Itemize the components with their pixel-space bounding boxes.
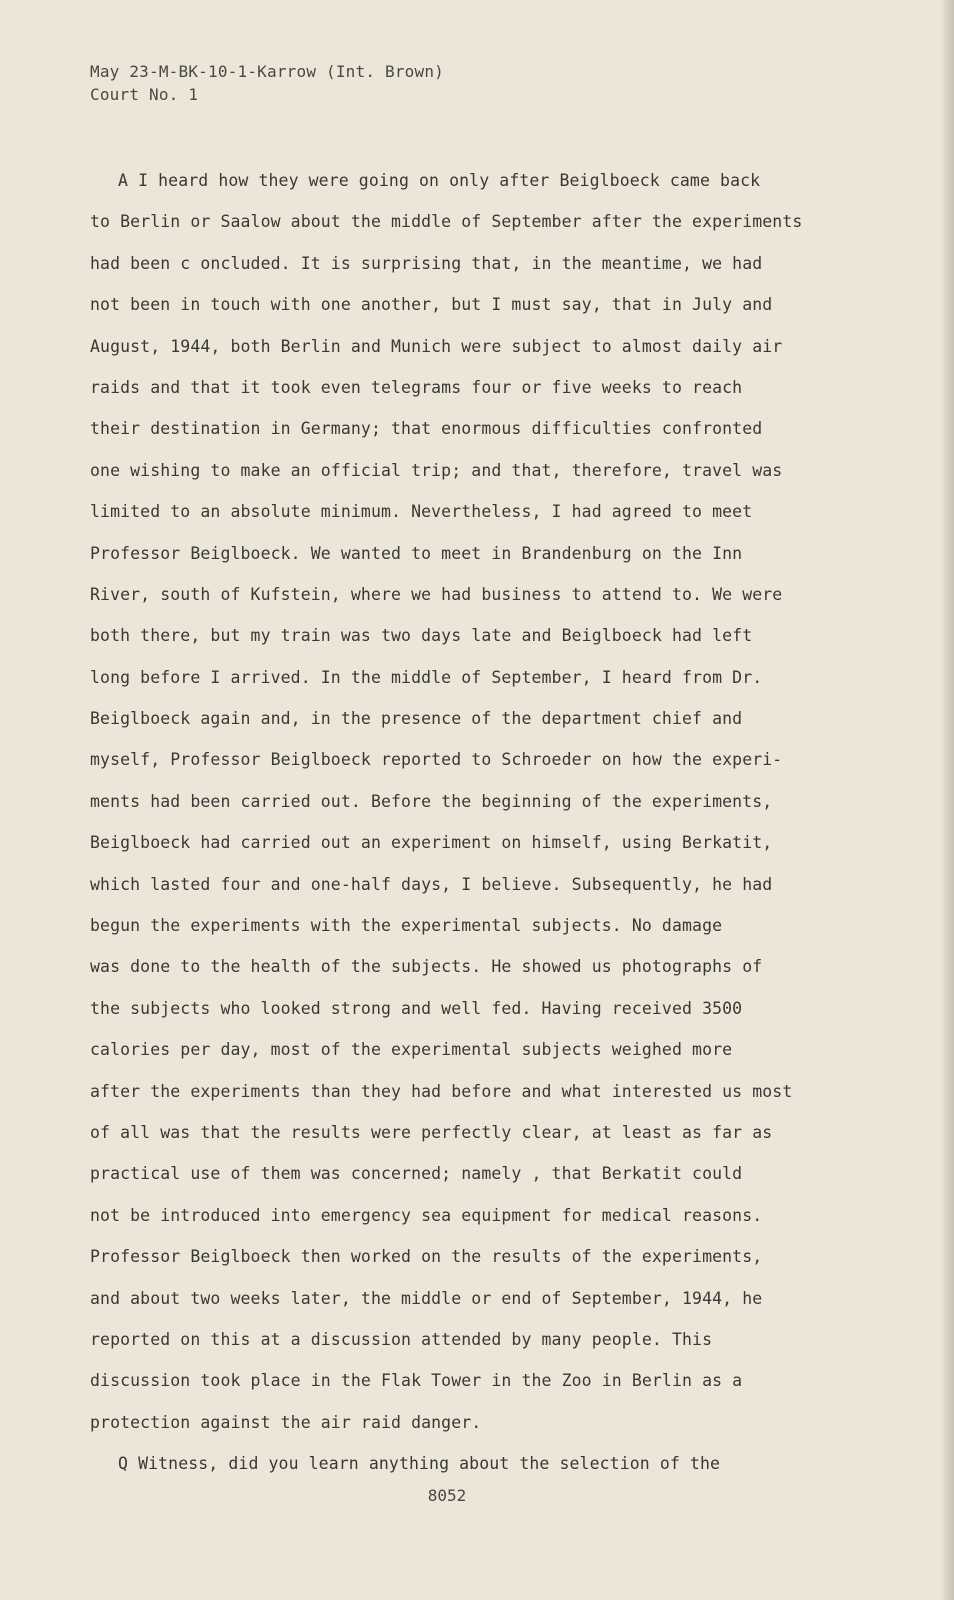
text-line: of all was that the results were perfectly clear, at least as far as	[90, 1122, 773, 1142]
document-header	[90, 60, 444, 106]
page-edge-shadow	[940, 0, 954, 1600]
text-line: the subjects who looked strong and well fed. Having received 3500	[90, 998, 743, 1018]
testimony-body	[90, 160, 820, 1485]
text-line: August, 1944, both Berlin and Munich were subject to almost daily air	[90, 336, 783, 356]
text-line: Beiglboeck had carried out an experiment on himself, using Berkatit,	[90, 833, 773, 853]
text-line: one wishing to make an official trip; and that, therefore, travel was	[90, 460, 783, 480]
text-line: to Berlin or Saalow about the middle of September after the experiments	[90, 212, 803, 232]
text-line: myself, Professor Beiglboeck reported to Schroeder on how the experi-	[90, 750, 783, 770]
text-line: protection against the air raid danger.	[90, 1412, 482, 1432]
text-line: not be introduced into emergency sea equipment for medical reasons.	[90, 1205, 763, 1225]
text-line: not been in touch with one another, but I must say, that in July and	[90, 295, 773, 315]
text-line: which lasted four and one-half days, I believe. Subsequently, he had	[90, 874, 773, 894]
text-line: reported on this at a discussion attended by many people. This	[90, 1329, 713, 1349]
text-line: after the experiments than they had before and what interested us most	[90, 1081, 793, 1101]
text-line: discussion took place in the Flak Tower in the Zoo in Berlin as a	[90, 1371, 743, 1391]
header-case-reference: May 23-M-BK-10-1-Karrow (Int. Brown)	[90, 62, 444, 81]
text-line: was done to the health of the subjects. He showed us photographs of	[90, 957, 763, 977]
header-court-number: Court No. 1	[90, 85, 199, 104]
text-line: River, south of Kufstein, where we had business to attend to. We were	[90, 584, 783, 604]
text-line: ments had been carried out. Before the beginning of the experiments,	[90, 791, 773, 811]
text-line: Professor Beiglboeck then worked on the results of the experiments,	[90, 1247, 763, 1267]
text-line: their destination in Germany; that enormous difficulties confronted	[90, 419, 763, 439]
text-line: raids and that it took even telegrams four or five weeks to reach	[90, 377, 743, 397]
text-line: practical use of them was concerned; namely , that Berkatit could	[90, 1164, 743, 1184]
text-line: had been c oncluded. It is surprising that, in the meantime, we had	[90, 253, 763, 273]
text-line: limited to an absolute minimum. Nevertheless, I had agreed to meet	[90, 502, 753, 522]
text-line: begun the experiments with the experimental subjects. No damage	[90, 916, 723, 936]
text-line: Professor Beiglboeck. We wanted to meet in Brandenburg on the Inn	[90, 543, 743, 563]
text-line: Q Witness, did you learn anything about the selection of the	[118, 1454, 721, 1474]
text-line: both there, but my train was two days late and Beiglboeck had left	[90, 626, 753, 646]
text-line: calories per day, most of the experimental subjects weighed more	[90, 1040, 733, 1060]
page-number: 8052	[427, 1486, 467, 1505]
text-line: long before I arrived. In the middle of September, I heard from Dr.	[90, 667, 763, 687]
text-line: A I heard how they were going on only after Beiglboeck came back	[118, 171, 761, 190]
text-line: and about two weeks later, the middle or end of September, 1944, he	[90, 1288, 763, 1308]
text-line: Beiglboeck again and, in the presence of the department chief and	[90, 709, 743, 729]
